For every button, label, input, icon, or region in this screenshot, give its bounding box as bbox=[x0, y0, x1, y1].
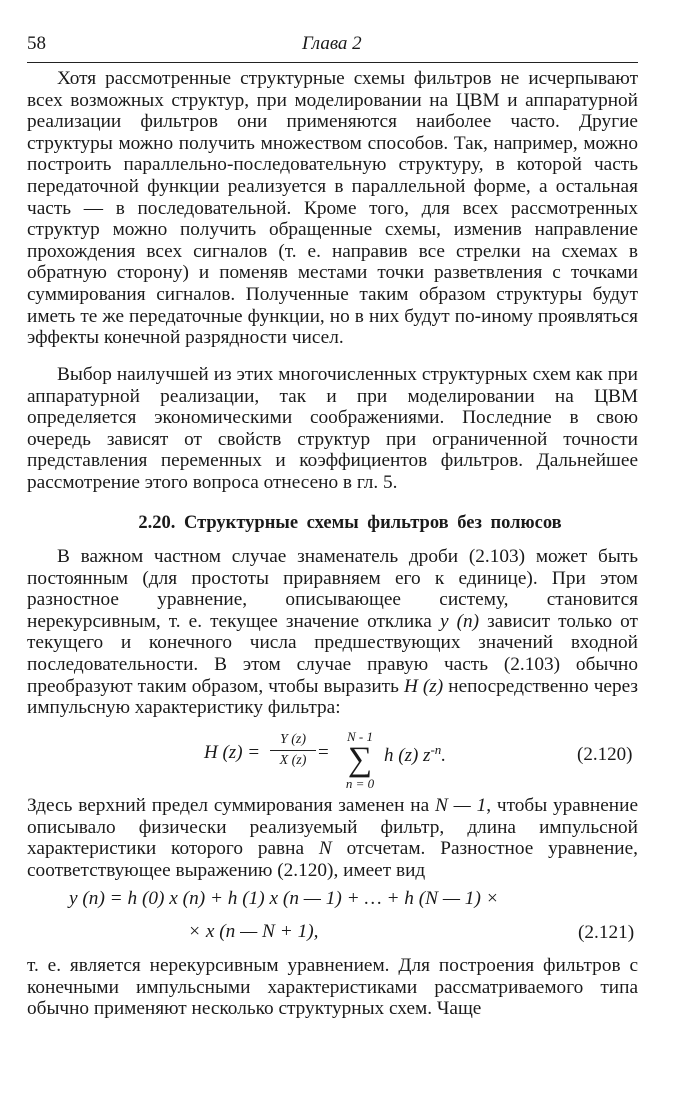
inline-y-n: y (n) bbox=[439, 610, 480, 632]
equation-number-2-120: (2.120) bbox=[577, 744, 633, 765]
sum-lower-limit: n = 0 bbox=[345, 776, 375, 791]
chapter-header: Глава 2 bbox=[302, 33, 362, 54]
equation-2-121 bbox=[0, 888, 700, 948]
sum-upper-limit: N - 1 bbox=[347, 729, 373, 744]
eq1-exponent: -n bbox=[430, 742, 442, 757]
inline-N: N bbox=[318, 838, 332, 860]
eq1-fraction-bar bbox=[270, 750, 316, 751]
eq2-line-1: y (n) = h (0) x (n) + h (1) x (n — 1) + … + h (N — 1) × bbox=[69, 888, 499, 909]
eq2-line-2: × x (n — N + 1), bbox=[188, 921, 319, 942]
eq1-equals: = bbox=[318, 742, 329, 763]
paragraph-2: Выбор наилучшей из этих многочисленных структурных схем как при аппаратурной реализации, так и при моделировании на ЦВМ определяется экономическими соображениями. Последние в свою очередь зависят от свойств структур при ограниченной точности представления переменных и коэффициентов фильтров. Дальнейшее рассмотрение этого вопроса отнесено в гл. 5. bbox=[27, 364, 638, 493]
paragraph-3: В важном частном случае знаменатель дроби (2.103) может быть постоянным (для простоты приравняем его к единице). При этом разностное уравнение, описывающее систему, становится нерекурсивным, т. е. текущее значение отклика y (n) зависит только от текущего и конечного числа предшествующих значений входной последовательности. В этом случае правую часть (2.103) обычно преобразуют таким образом, чтобы выразить H (z) непосредственно через импульсную характеристику фильтра: bbox=[27, 546, 639, 719]
eq1-summation bbox=[340, 730, 380, 790]
page-number: 58 bbox=[27, 33, 46, 54]
inline-H-z: H (z) bbox=[403, 675, 444, 697]
eq1-lhs: H (z) = bbox=[204, 742, 261, 763]
sum-symbol: ∑ bbox=[347, 741, 373, 778]
eq1-numerator: Y (z) bbox=[279, 732, 307, 747]
equation-2-120 bbox=[0, 720, 700, 791]
eq1-fraction bbox=[270, 731, 316, 770]
eq1-denominator: X (z) bbox=[279, 753, 307, 768]
paragraph-1: Хотя рассмотренные структурные схемы фильтров не исчерпывают всех возможных структур, при моделировании на ЦВМ и аппаратурной реализации фильтров они применяются наиболее часто. Другие структуры можно получить множеством способов. Так, например, можно построить параллельно-последовательную структуру, в которой часть передаточной функции реализуется в параллельной форме, а остальная часть — в последовательной. Кроме того, для всех рассмотренных структур можно получить обращенные схемы, изменив направление прохождения всех сигналов (т. е. направив все стрелки на схемах в обратную сторону) и поменяв местами точки разветвления с точками суммирования сигналов. Полученные таким образом структуры будут иметь те же передаточные функции, но в них будут по-иному проявляться эффекты конечной разрядности чисел. bbox=[27, 68, 638, 349]
paragraph-4: Здесь верхний предел суммирования заменен на N — 1, чтобы уравнение описывало физически реализуемый фильтр, длина импульсной характеристики которого равна N отсчетам. Разностное уравнение, соответствующее выражению (2.120), имеет вид bbox=[27, 795, 638, 881]
paragraph-5: т. е. является нерекурсивным уравнением. Для построения фильтров с конечными импульсными характеристиками рассматриваемого типа обычно применяют несколько структурных схем. Чаще bbox=[27, 955, 638, 1020]
header-rule bbox=[27, 62, 638, 63]
equation-number-2-121: (2.121) bbox=[578, 922, 635, 943]
eq1-body: h (z) $z^{-n}$. bbox=[384, 742, 447, 766]
section-title: 2.20. Структурные схемы фильтров без полюсов bbox=[138, 513, 562, 533]
inline-N-minus-1: N — 1 bbox=[434, 795, 487, 816]
